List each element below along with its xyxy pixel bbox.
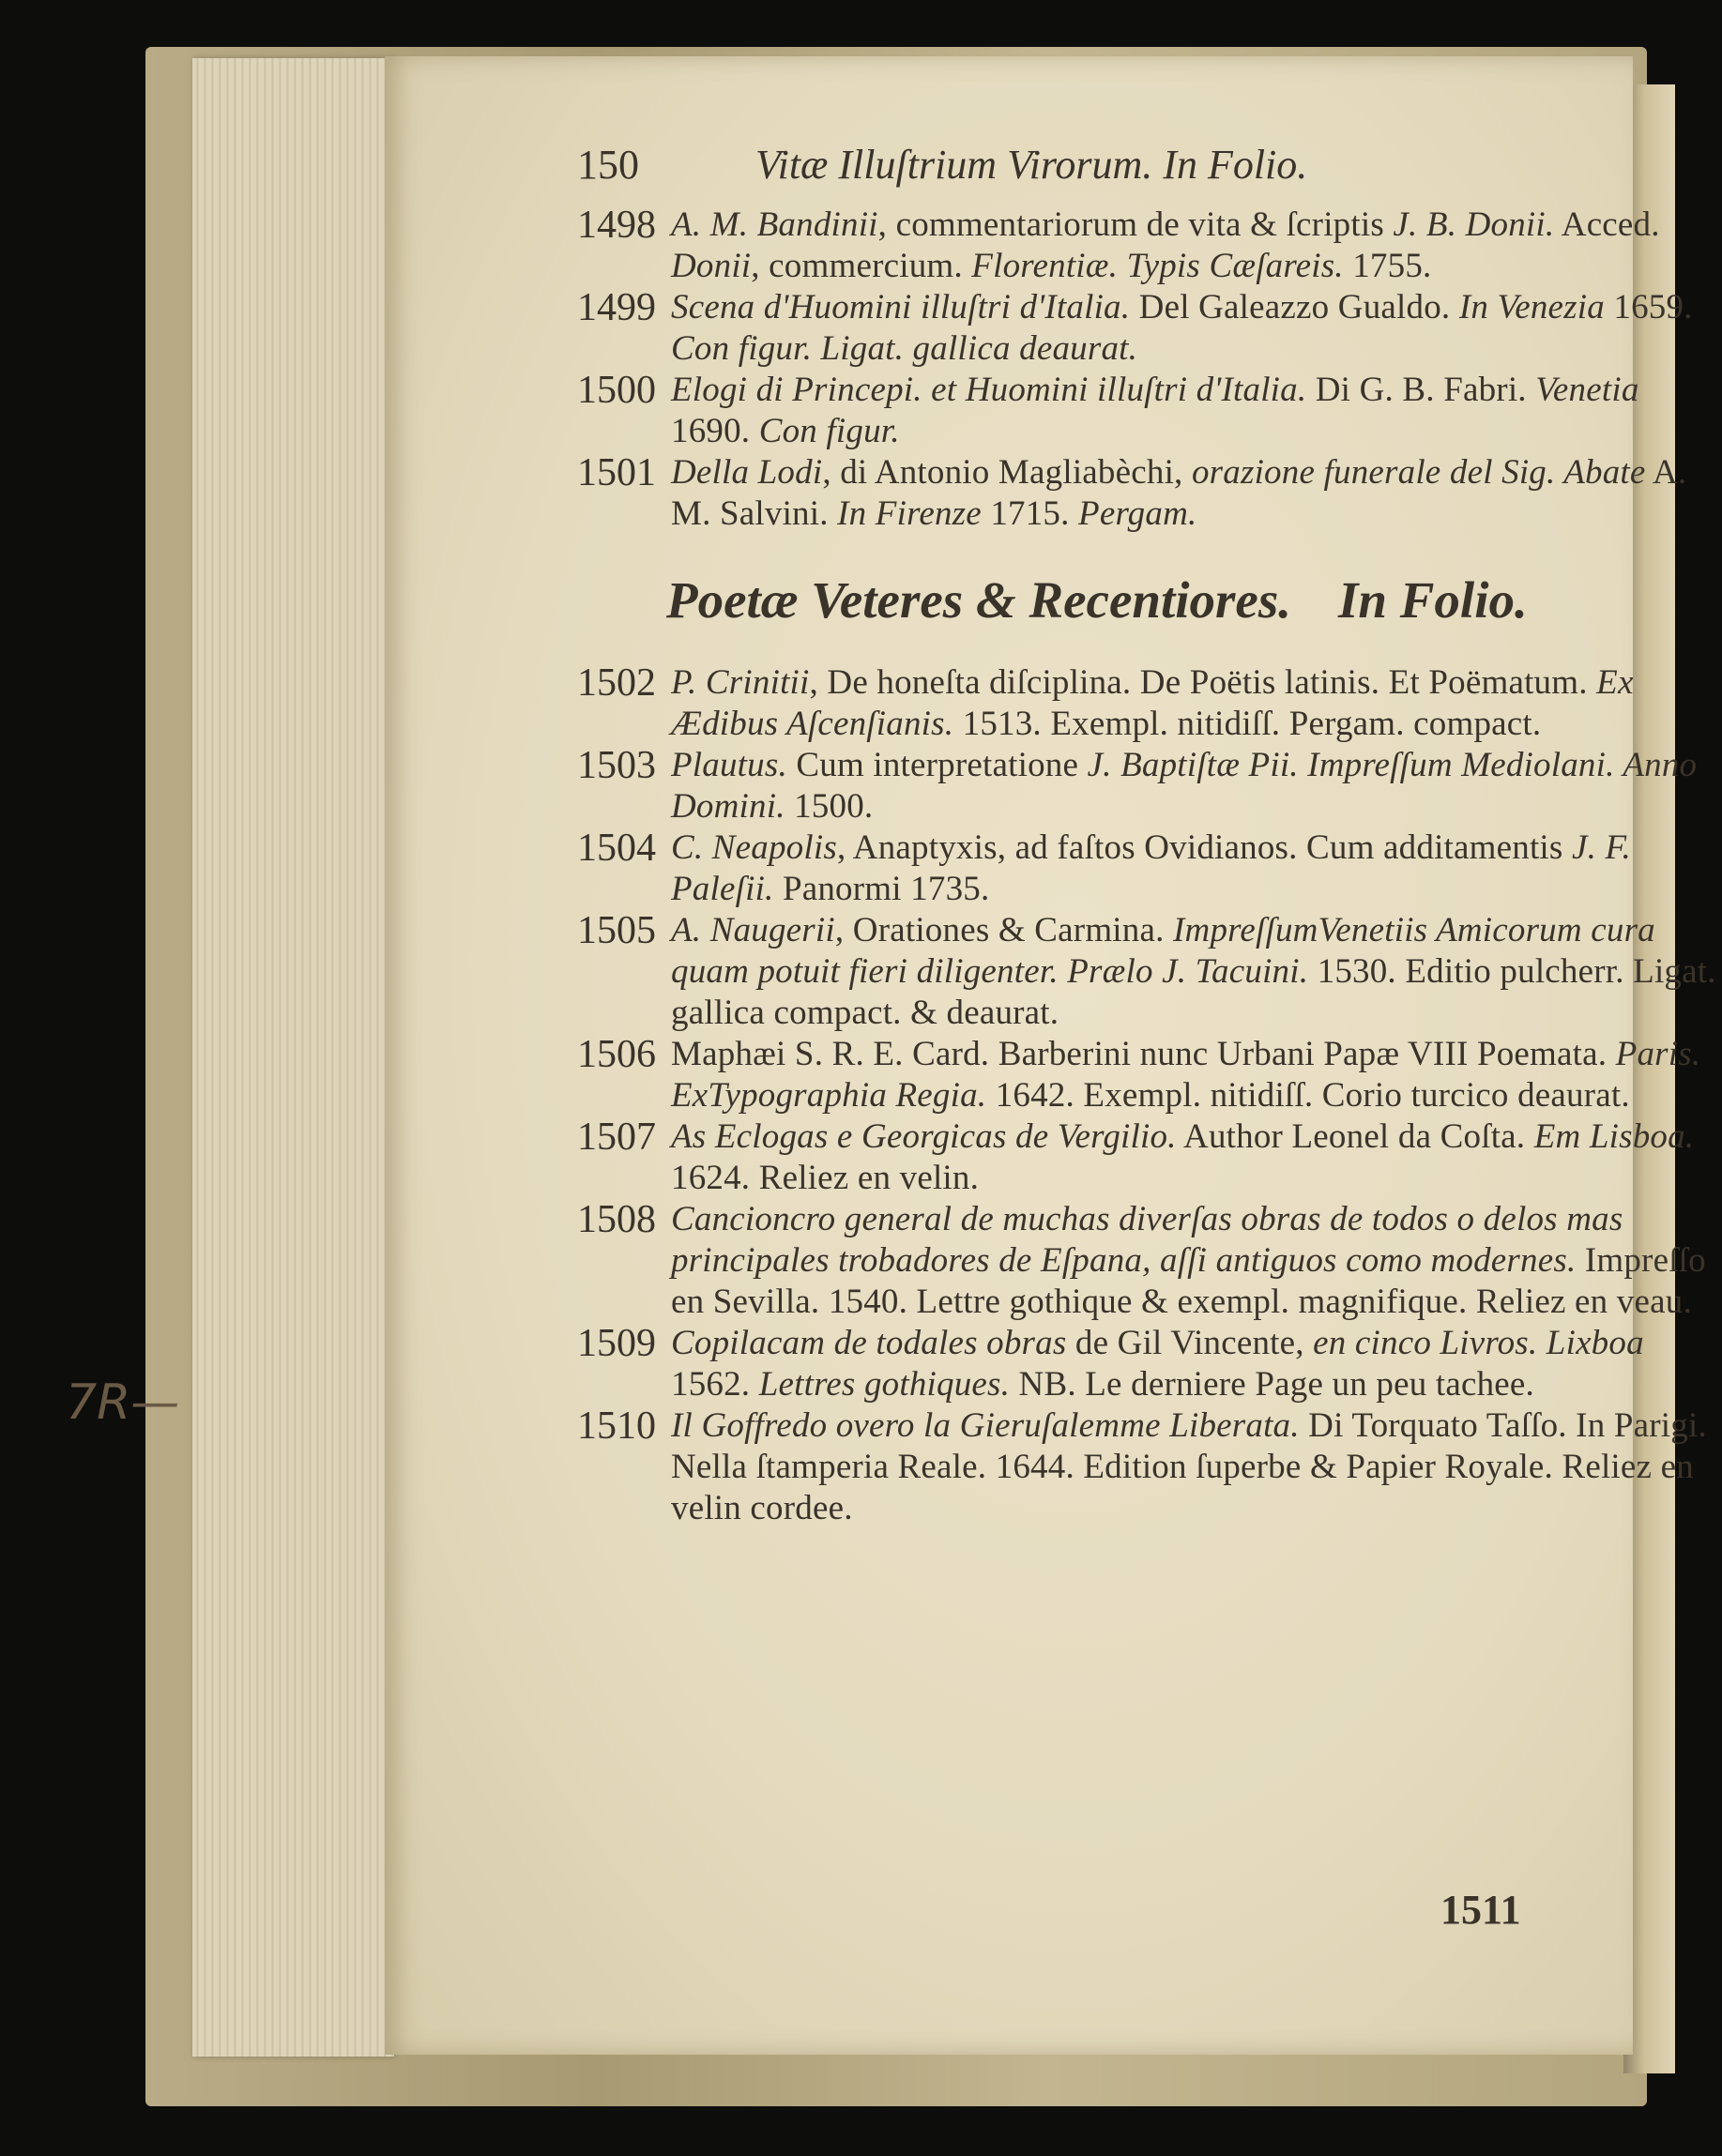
italic-segment: Lettres gothiques. [758,1365,1011,1404]
italic-segment: Plautus. [671,746,787,784]
roman-segment: Di G. B. Fabri. [1306,371,1536,409]
entry-number: 1504 [577,827,656,870]
roman-segment: 1562. [671,1365,759,1404]
catalogue-entry [577,827,1722,910]
entry-number: 1505 [577,909,656,952]
roman-segment: 1690. [671,412,759,450]
entry-text [671,370,1722,452]
italic-segment: P. Crinitii [671,663,810,702]
italic-segment: en cinco Livros. Lixboa [1313,1324,1644,1362]
entry-number: 1500 [577,369,656,412]
roman-segment: Maphæi S. R. E. Card. Barberini nunc Urbani Papæ VIII Poemata. [671,1035,1616,1073]
entry-number: 1502 [577,661,656,705]
italic-segment: Con figur. Ligat. gallica deaurat. [671,329,1138,368]
roman-segment: 1530. Editio pulcherr. Ligat. gallica compact. & deaurat. [671,952,1716,1032]
entries-after-section [577,662,1722,1529]
italic-segment: In Venezia [1458,288,1605,326]
entries-list [577,205,1722,1529]
catalogue-entry [577,287,1722,370]
page-number: 150 [577,142,639,188]
catalogue-entry [577,662,1722,745]
entry-number: 1501 [577,451,656,494]
italic-segment: A. Naugerii [671,911,835,949]
roman-segment: 1624. Reliez en velin. [671,1159,980,1197]
roman-segment: Panormi 1735. [773,870,990,908]
roman-segment: 1500. [785,787,874,826]
italic-segment: ImpreſſumVenetiis Amicorum cura quam potuit fieri diligenter. Prælo J. Tacuini. [671,911,1655,991]
entry-text [671,745,1722,827]
entry-number: 1503 [577,744,656,787]
roman-segment: Acced. [1554,205,1660,244]
italic-segment: Pergam. [1078,494,1197,533]
entry-text [671,662,1722,745]
section-title: Poetæ Veteres & Recentiores. [666,571,1291,629]
italic-segment: J. Baptiſtæ Pii. Impreſſum Mediolani. Anno Domini. [671,746,1698,826]
section-heading [577,570,1722,630]
catalogue-entry [577,910,1722,1034]
italic-segment: Ex Ædibus Aſcenſianis. [671,663,1634,743]
roman-segment: de Gil Vincente, [1066,1324,1314,1362]
section-format: In Folio. [1338,571,1528,629]
entry-number: 1509 [577,1322,656,1365]
italic-segment: Con figur. [758,412,900,450]
catalogue-entry [577,1199,1722,1323]
entry-number: 1498 [577,204,656,247]
page-edges [192,58,394,2057]
italic-segment: Della Lodi [671,453,823,492]
entry-number: 1506 [577,1033,656,1076]
italic-segment: In Firenze [837,494,982,533]
entry-text [671,910,1722,1034]
italic-segment: C. Neapolis [671,828,837,867]
italic-segment: orazione funerale del Sig. Abate [1191,453,1646,492]
entry-number: 1507 [577,1116,656,1159]
roman-segment: 1513. Exempl. nitidiſſ. Pergam. compact. [953,705,1542,743]
catalogue-entry [577,1405,1722,1529]
entries-before-section [577,205,1722,535]
italic-segment: Em Lisboa. [1533,1117,1695,1156]
roman-segment: NB. Le derniere Page un peu tachee. [1010,1365,1534,1404]
catalogue-page [385,56,1716,2055]
catalogue-entry [577,205,1722,287]
italic-segment: J. F. Paleſii. [671,828,1631,908]
roman-segment: 1715. [981,494,1079,533]
roman-segment: , di Antonio Magliabèchi, [822,453,1192,492]
roman-segment: Cum interpretatione [786,746,1088,784]
catalogue-entry [577,1034,1722,1116]
roman-segment: Del Galeazzo Gualdo. [1130,288,1459,326]
roman-segment: 1642. Exempl. nitidiſſ. Corio turcico deaurat. [986,1076,1630,1115]
entry-text [671,1405,1722,1529]
roman-segment: Author Leonel da Coſta. [1176,1117,1534,1156]
catalogue-entry [577,745,1722,827]
entry-number: 1510 [577,1404,656,1448]
italic-segment: Il Goffredo overo la Gieruſalemme Liberata. [671,1406,1300,1445]
italic-segment: Elogi di Princepi. et Huomini illuſtri d'Italia. [671,371,1307,409]
roman-segment: A. M. Salvini. [671,453,1687,533]
roman-segment: , commercium. [751,247,972,285]
running-title: Vitæ Illuſtrium Virorum. In Folio. [755,142,1308,188]
italic-segment: Venetia [1535,371,1639,409]
catalogue-entry [577,452,1722,535]
roman-segment: , De honeſta diſciplina. De Poëtis latinis. Et Poëmatum. [809,663,1597,702]
entry-text [671,827,1722,910]
catalogue-entry [577,1116,1722,1199]
roman-segment: , Orationes & Carmina. [834,911,1174,949]
roman-segment: Di Torquato Taſſo. In Parigi. Nella ſtamperia Reale. 1644. Edition ſuperbe & Papier Royale. Reliez en velin cordee. [671,1406,1707,1527]
roman-segment: Impreſſo en Sevilla. 1540. Lettre gothique & exempl. magnifique. Reliez en veau. [671,1241,1706,1321]
roman-segment: , Anaptyxis, ad faſtos Ovidianos. Cum additamentis [836,828,1572,867]
page-header [577,141,1713,197]
italic-segment: Cancioncro general de muchas diverſas obras de todos o delos mas principales trobadores de Eſpana, aſſi antiguos como modernes. [671,1200,1623,1280]
italic-segment: Copilacam de todales obras [671,1324,1067,1362]
entry-number: 1499 [577,286,656,329]
entry-text [671,1199,1722,1323]
italic-segment: A. M. Bandinii [671,205,878,244]
catalogue-entry [577,370,1722,452]
roman-segment: 1659. [1604,288,1693,326]
catalogue-entry [577,1323,1722,1405]
catchword: 1511 [1440,1887,1521,1933]
entry-text [671,287,1722,370]
italic-segment: As Eclogas e Georgicas de Vergilio. [671,1117,1177,1156]
entry-text [671,1323,1722,1405]
entry-text [671,1034,1722,1116]
entry-text [671,205,1722,287]
entry-text [671,452,1722,535]
italic-segment: Scena d'Huomini illuſtri d'Italia. [671,288,1131,326]
roman-segment: 1755. [1343,247,1432,285]
roman-segment: , commentariorum de vita & ſcriptis [877,205,1394,244]
handwritten-note: 7R— [66,1374,180,1431]
italic-segment: Paris. ExTypographia Regia. [671,1035,1701,1115]
italic-segment: Donii [671,247,752,285]
italic-segment: Florentiæ. Typis Cæſareis. [971,247,1344,285]
italic-segment: J. B. Donii. [1393,205,1555,244]
entry-text [671,1116,1722,1199]
entry-number: 1508 [577,1198,656,1241]
